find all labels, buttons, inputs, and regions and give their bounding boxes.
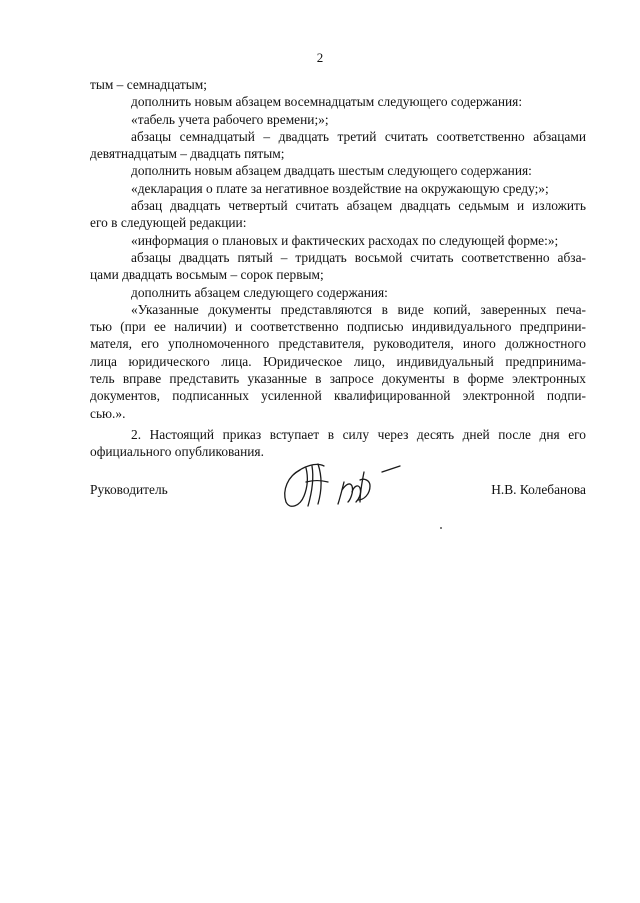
text-line: «табель учета рабочего времени;»; xyxy=(131,111,329,127)
document-body xyxy=(90,76,586,461)
text-line: его в следующей редакции: xyxy=(90,215,247,231)
page-number: 2 xyxy=(316,50,324,65)
text-line: 2. Настоящий приказ вступает в силу через десять дней после дня его xyxy=(131,426,586,442)
text-line: документов, подписанных усиленной квалифицированной электронной подпи- xyxy=(90,388,586,404)
text-line: тым – семнадцатым; xyxy=(90,77,207,92)
text-line: цами двадцать восьмым – сорок первым; xyxy=(90,267,324,283)
text-line: абзац двадцать четвертый считать абзацем двадцать седьмым и изложить xyxy=(131,198,586,214)
text-line: дополнить абзацем следующего содержания: xyxy=(131,284,388,300)
text-line: «декларация о плате за негативное воздействие на окружающую среду;»; xyxy=(131,180,549,196)
text-line: дополнить новым абзацем двадцать шестым следующего содержания: xyxy=(131,163,532,179)
text-line: «информация о плановых и фактических расходах по следующей форме:»; xyxy=(131,232,559,248)
text-line: девятнадцатым – двадцать пятым; xyxy=(90,146,285,162)
text-line: сью.». xyxy=(90,405,126,421)
signature-row xyxy=(90,482,586,502)
text-line: тель вправе представить указанные в запросе документы в форме электронных xyxy=(90,371,586,387)
text-line: дополнить новым абзацем восемнадцатым следующего содержания: xyxy=(131,94,523,110)
text-line: абзацы семнадцатый – двадцать третий считать соответственно абзацами xyxy=(131,128,586,144)
text-line: «Указанные документы представляются в виде копий, заверенных печа- xyxy=(131,301,586,317)
signer-name: Н.В. Колебанова xyxy=(491,482,586,497)
text-line: лица юридического лица. Юридическое лицо, индивидуальный предпринима- xyxy=(90,353,586,369)
text-line: абзацы двадцать пятый – тридцать восьмой считать соответственно абза- xyxy=(131,249,586,265)
scan-speck xyxy=(440,527,442,529)
text-line: мателя, его уполномоченного представителя, руководителя, иного должностного xyxy=(90,336,586,352)
text-line: официального опубликования. xyxy=(90,444,264,460)
text-line: тью (при ее наличии) и соответственно подписью индивидуального предприни- xyxy=(90,319,586,335)
signer-title: Руководитель xyxy=(90,482,168,497)
